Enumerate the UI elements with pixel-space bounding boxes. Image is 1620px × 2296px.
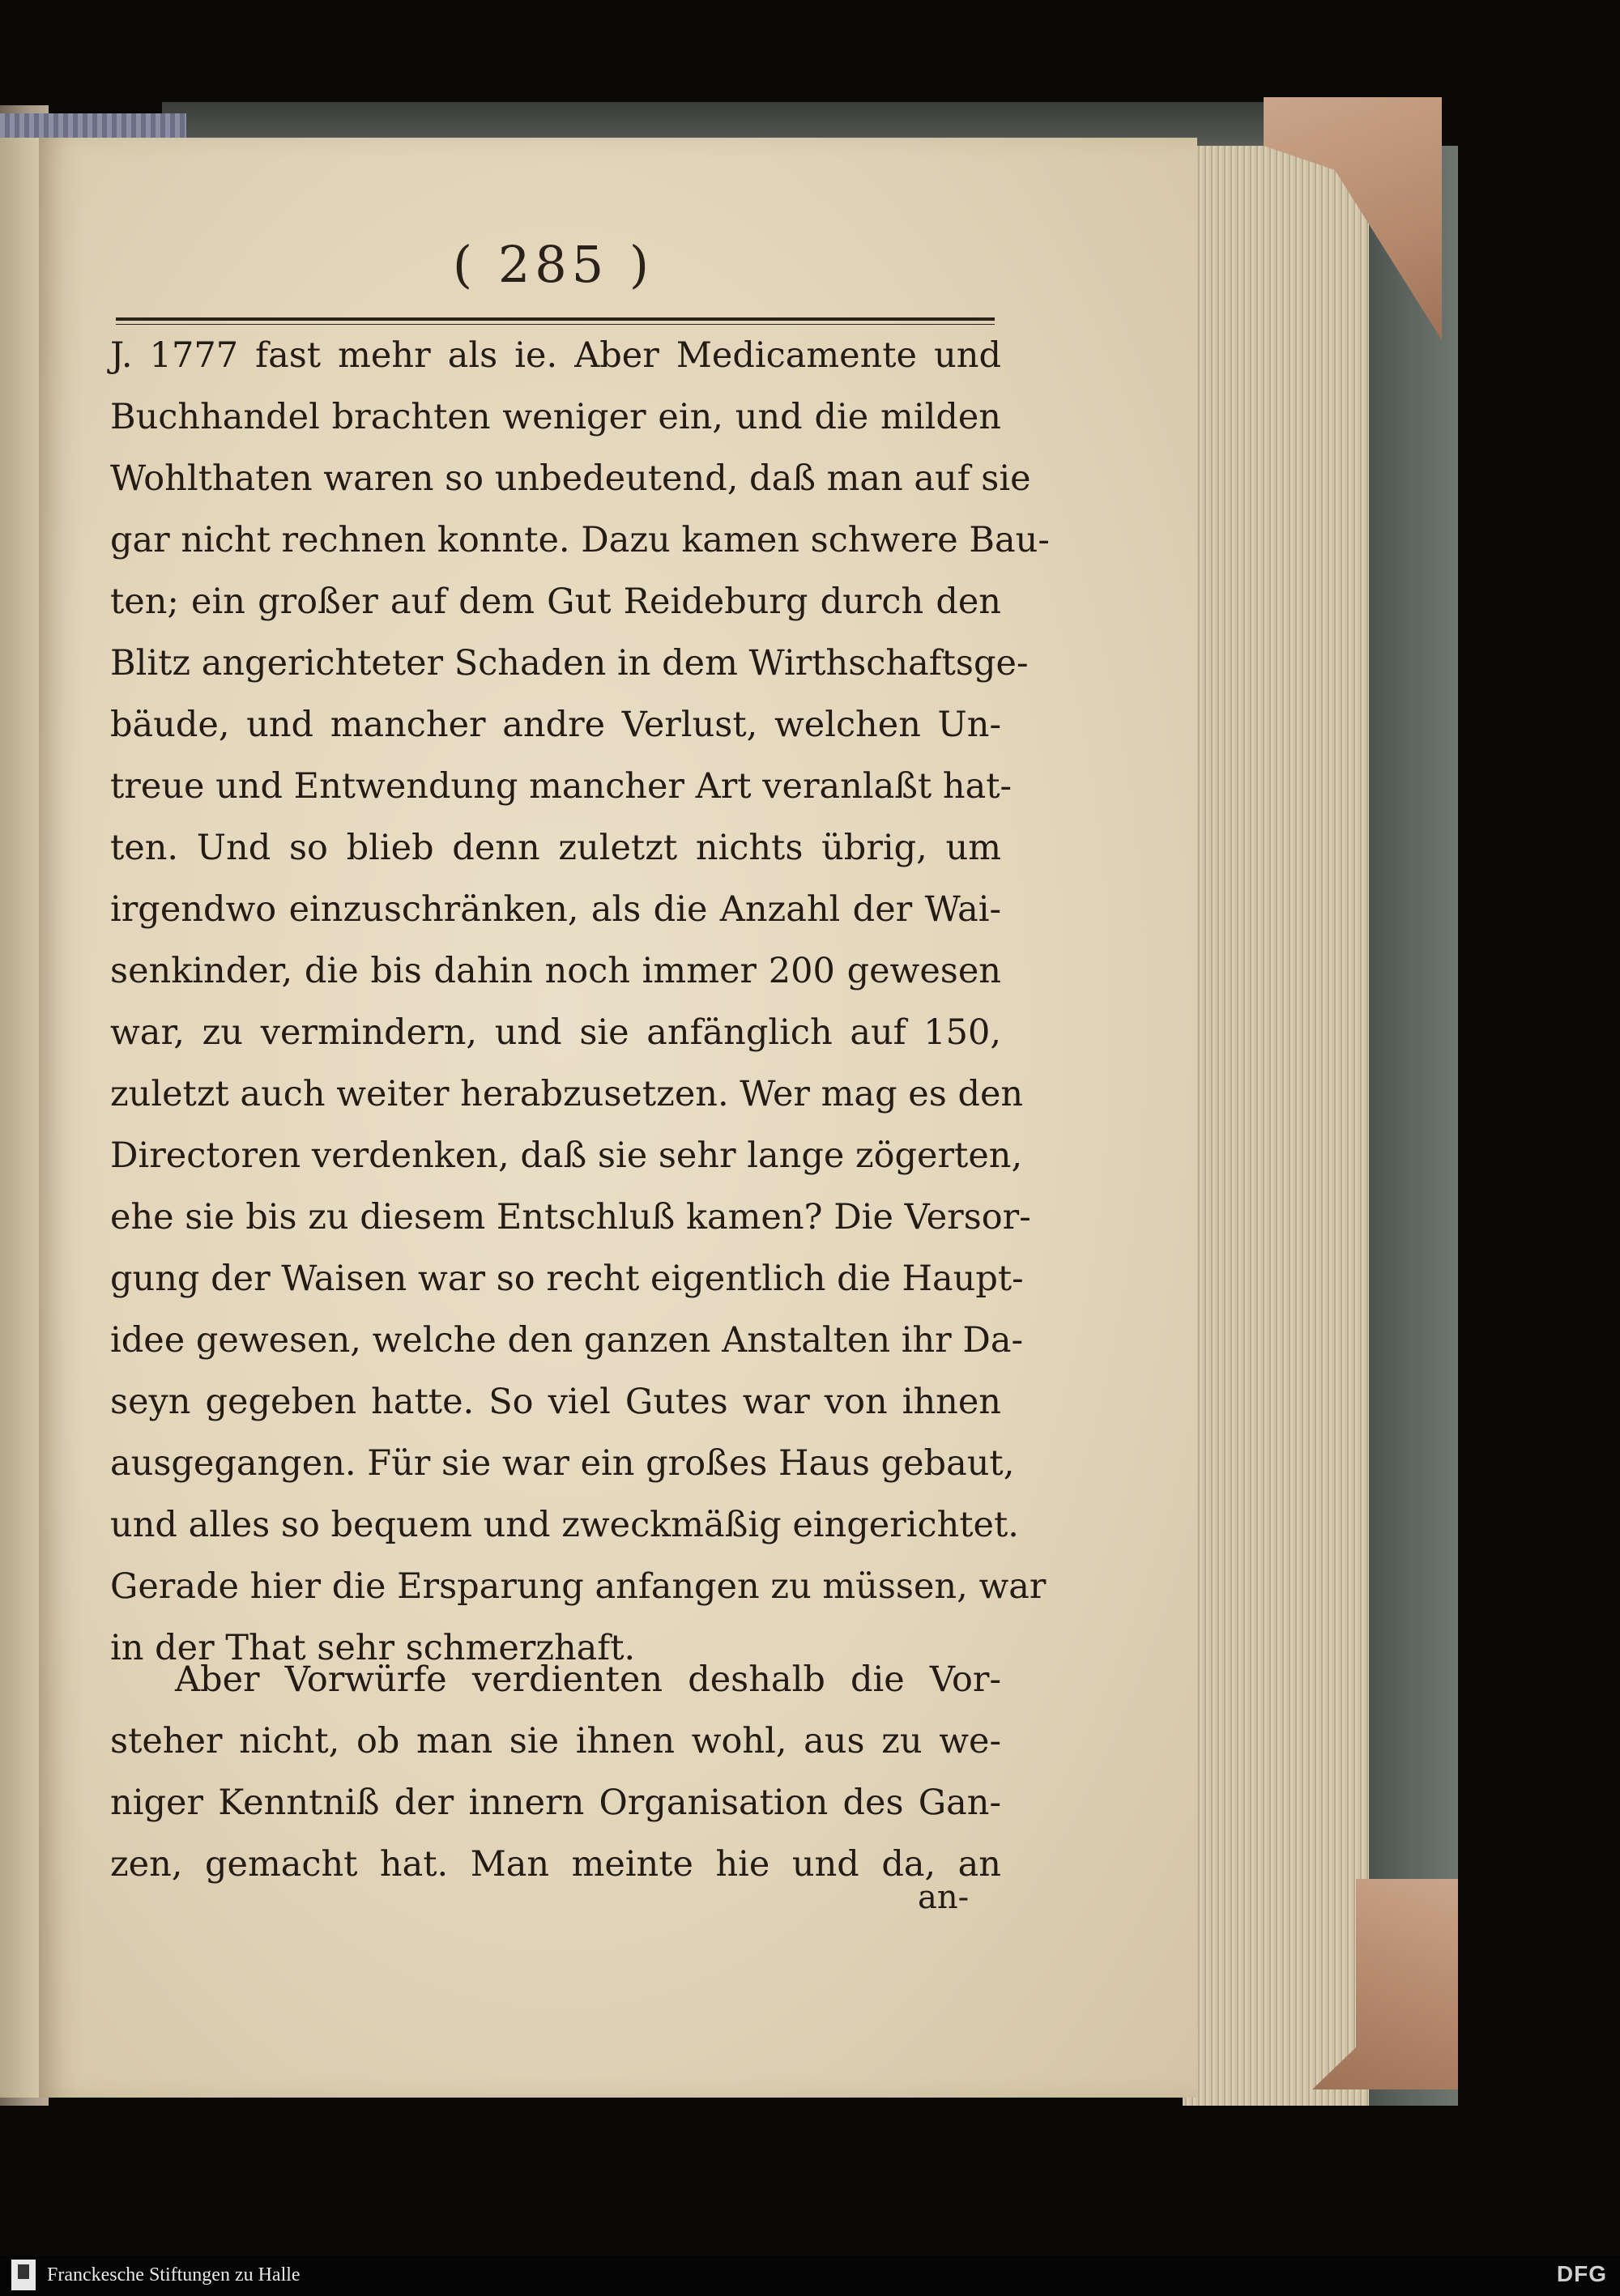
text-line: niger Kenntniß der innern Organisation des Gan- [110, 1783, 1001, 1823]
text-line: seyn gegeben hatte. So viel Gutes war von ihnen [110, 1382, 1001, 1422]
text-line: Directoren verdenken, daß sie sehr lange zögerten, [110, 1135, 1023, 1176]
text-line: Wohlthaten waren so unbedeutend, daß man auf sie [110, 458, 1031, 499]
text-line: ausgegangen. Für sie war ein großes Haus gebaut, [110, 1443, 1015, 1484]
text-line: und alles so bequem und zweckmäßig eingerichtet. [110, 1505, 1019, 1545]
text-line: gar nicht rechnen konnte. Dazu kamen schwere Bau- [110, 520, 1050, 560]
catchword: an- [918, 1879, 970, 1916]
text-line: war, zu vermindern, und sie anfänglich auf 150, [110, 1012, 1001, 1053]
text-line: senkinder, die bis dahin noch immer 200 gewesen [110, 951, 1001, 991]
book-page [39, 138, 1197, 2098]
header-rule [116, 317, 995, 321]
text-line: irgendwo einzuschränken, als die Anzahl der Wai- [110, 889, 1001, 930]
text-line: J. 1777 fast mehr als ie. Aber Medicamente und [110, 335, 1001, 376]
text-line: Blitz angerichteter Schaden in dem Wirthschaftsge- [110, 643, 1029, 684]
text-line: bäude, und mancher andre Verlust, welchen Un- [110, 705, 1001, 745]
left-page-edge [0, 138, 42, 2098]
institution-logo-icon [11, 2260, 36, 2290]
text-line: Buchhandel brachten weniger ein, und die milden [110, 397, 1001, 437]
dfg-logo: DFG [1556, 2261, 1607, 2286]
text-line: ten; ein großer auf dem Gut Reideburg durch den [110, 581, 1001, 622]
text-line: ten. Und so blieb denn zuletzt nichts übrig, um [110, 828, 1001, 868]
text-line: zen, gemacht hat. Man meinte hie und da, an [110, 1844, 1001, 1885]
text-line: Gerade hier die Ersparung anfangen zu müssen, war [110, 1566, 1047, 1607]
text-line: treue und Entwendung mancher Art veranlaßt hat- [110, 766, 1013, 807]
text-line: ehe sie bis zu diesem Entschluß kamen? Die Versor- [110, 1197, 1031, 1237]
page-edges [1183, 146, 1369, 2106]
text-line: zuletzt auch weiter herabzusetzen. Wer mag es den [110, 1074, 1024, 1114]
text-line: gung der Waisen war so recht eigentlich die Haupt- [110, 1259, 1024, 1299]
text-line: steher nicht, ob man sie ihnen wohl, aus zu we- [110, 1721, 1001, 1761]
header-rule-thin [116, 324, 995, 325]
institution-name: Franckesche Stiftungen zu Halle [47, 2264, 301, 2285]
text-line: Aber Vorwürfe verdienten deshalb die Vor- [175, 1659, 1001, 1700]
page-header: ( 285 ) [452, 235, 654, 294]
text-line: in der That sehr schmerzhaft. [110, 1628, 636, 1668]
text-line: idee gewesen, welche den ganzen Anstalten ihr Da- [110, 1320, 1024, 1361]
